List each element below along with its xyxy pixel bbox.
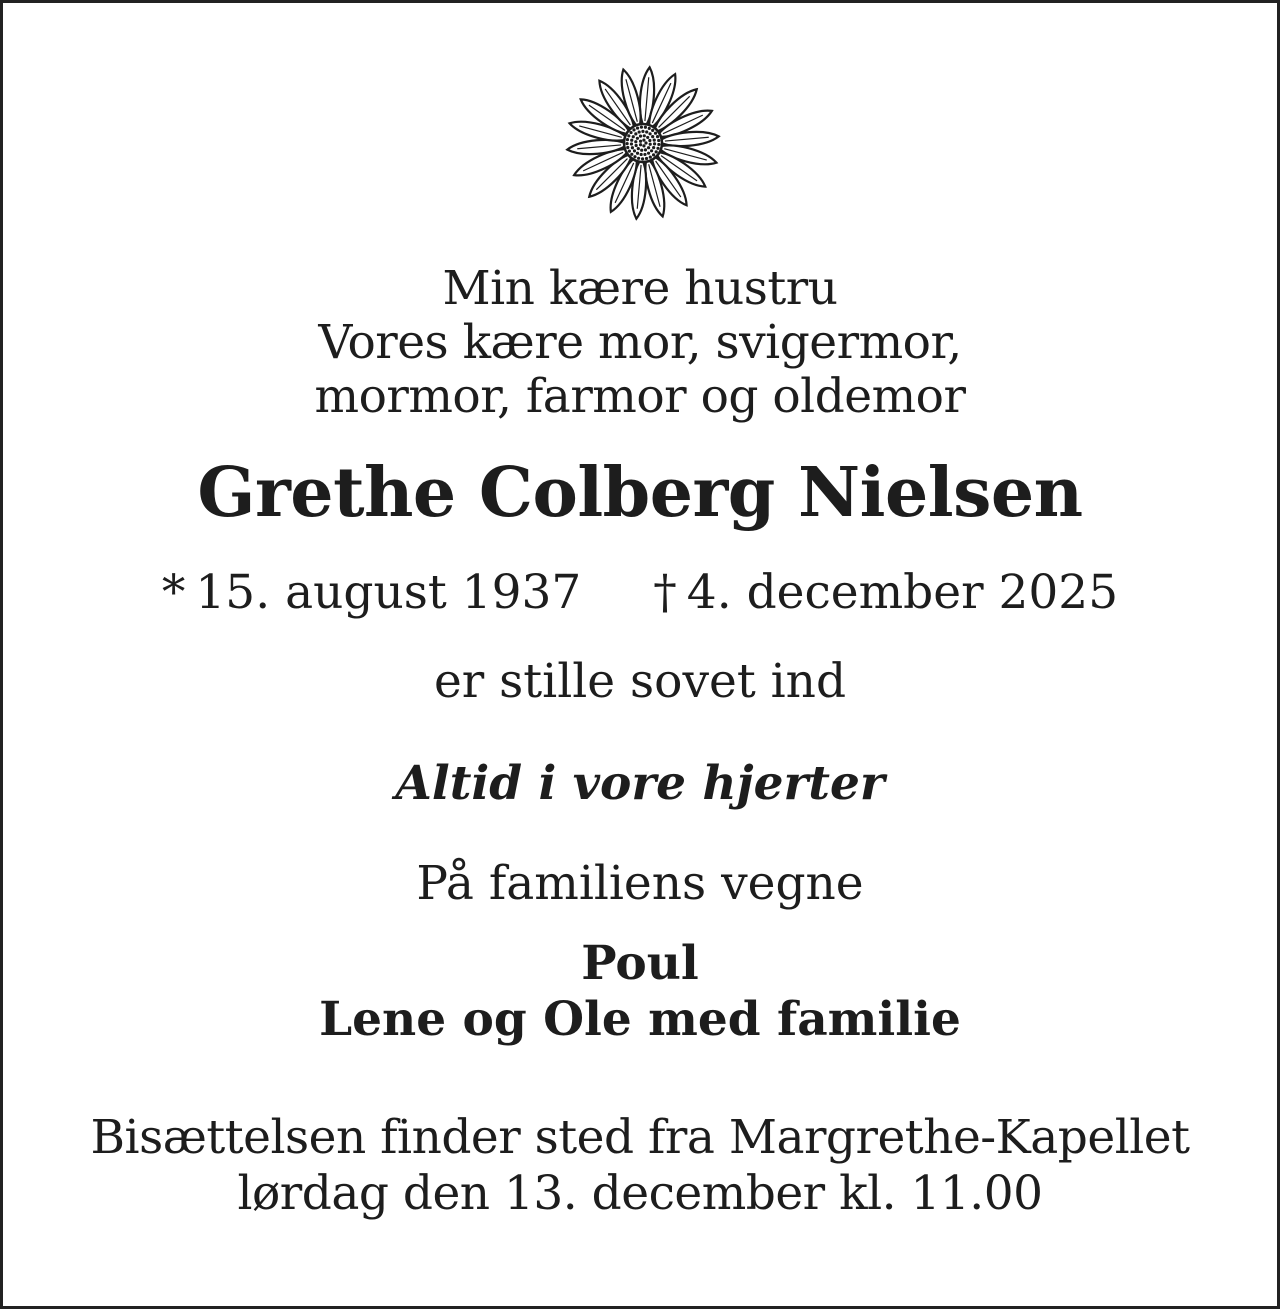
daisy-center-dot — [646, 136, 649, 139]
daisy-center-dot — [655, 150, 658, 153]
daisy-center-dot — [649, 143, 652, 146]
family-line-1: Poul — [581, 936, 699, 991]
daisy-center-dot — [626, 146, 629, 149]
passing-text: er stille sovet ind — [433, 654, 847, 709]
death-date-group — [653, 565, 1118, 620]
daisy-center-dot — [642, 139, 645, 142]
intro-line-3: mormor, farmor og oldemor — [314, 369, 966, 424]
daisy-center-dot — [629, 131, 632, 134]
deceased-name: Grethe Colberg Nielsen — [197, 453, 1083, 533]
daisy-center-dot — [644, 141, 647, 144]
death-cross-symbol: † — [653, 565, 677, 620]
daisy-center-dot — [640, 149, 643, 152]
on-behalf-text: På familiens vegne — [416, 856, 864, 911]
daisy-center-dot — [645, 130, 648, 133]
daisy-center-dot — [626, 138, 629, 141]
life-dates — [3, 565, 1277, 620]
daisy-center-dot — [656, 147, 659, 150]
daisy-center-dot — [649, 156, 652, 159]
daisy-center-dot — [648, 127, 651, 130]
daisy-center-dot — [657, 143, 660, 146]
funeral-line-1: Bisættelsen finder sted fra Margrethe-Kapellet — [90, 1110, 1190, 1165]
daisy-center-dot — [656, 135, 659, 138]
daisy-center-dot — [643, 134, 646, 137]
intro-line-1: Min kære hustru — [442, 261, 838, 316]
daisy-center-dot — [635, 144, 638, 147]
daisy-center-dot — [630, 139, 633, 142]
daisy-center-dot — [630, 142, 633, 145]
daisy-center-dot — [626, 142, 629, 145]
daisy-center-dot — [651, 135, 654, 138]
daisy-center-dot — [642, 144, 645, 147]
daisy-center-dot — [648, 132, 651, 135]
daisy-center-dot — [637, 157, 640, 160]
daisy-center-dot — [640, 153, 643, 156]
daisy-center-dot — [641, 130, 644, 133]
motto-text: Altid i vore hjerter — [395, 756, 885, 811]
family-signatures — [3, 936, 1277, 1052]
daisy-center-dot — [639, 135, 642, 138]
daisy-center-dot — [651, 129, 654, 132]
birth-date-group — [161, 565, 582, 620]
daisy-center-dot — [654, 132, 657, 135]
birth-date: 15. august 1937 — [195, 565, 582, 620]
daisy-center-dot — [639, 140, 642, 143]
daisy-center-dot — [631, 146, 634, 149]
funeral-info — [3, 1110, 1277, 1226]
daisy-center-dot — [634, 140, 637, 143]
daisy-center-dot — [641, 157, 644, 160]
daisy-center-dot — [650, 149, 653, 152]
daisy-center-dot — [632, 128, 635, 131]
daisy-center-dot — [636, 137, 639, 140]
daisy-center-dot — [633, 155, 636, 158]
daisy-center-dot — [637, 147, 640, 150]
daisy-center-dot — [638, 130, 641, 133]
daisy-center-dot — [636, 126, 639, 129]
daisy-center-dot — [644, 126, 647, 129]
death-date: 4. december 2025 — [686, 565, 1119, 620]
daisy-center-dot — [647, 152, 650, 155]
daisy-center-dot — [640, 126, 643, 129]
intro-text — [3, 261, 1277, 427]
daisy-center-dot — [653, 142, 656, 145]
daisy-center-dot — [648, 139, 651, 142]
daisy-center-dot — [630, 153, 633, 156]
daisy-center-dot — [653, 138, 656, 141]
daisy-center-dot — [657, 139, 660, 142]
daisy-center-dot — [652, 146, 655, 149]
daisy-center-dot — [627, 134, 630, 137]
daisy-center-dot — [634, 132, 637, 135]
daisy-center-dot — [633, 149, 636, 152]
daisy-flower-icon — [563, 63, 723, 223]
birth-symbol: * — [161, 565, 186, 620]
daisy-center-dot — [639, 143, 642, 146]
daisy-center-dot — [632, 135, 635, 138]
intro-line-2: Vores kære mor, svigermor, — [318, 315, 962, 370]
daisy-center-dot — [647, 146, 650, 149]
daisy-center-dot — [652, 153, 655, 156]
daisy-center-dot — [636, 152, 639, 155]
daisy-center-dot — [628, 150, 631, 153]
daisy-center-dot — [643, 153, 646, 156]
funeral-line-2: lørdag den 13. december kl. 11.00 — [237, 1166, 1043, 1221]
daisy-center-dot — [644, 148, 647, 151]
daisy-center-dot — [645, 157, 648, 160]
family-line-2: Lene og Ole med familie — [319, 992, 961, 1047]
